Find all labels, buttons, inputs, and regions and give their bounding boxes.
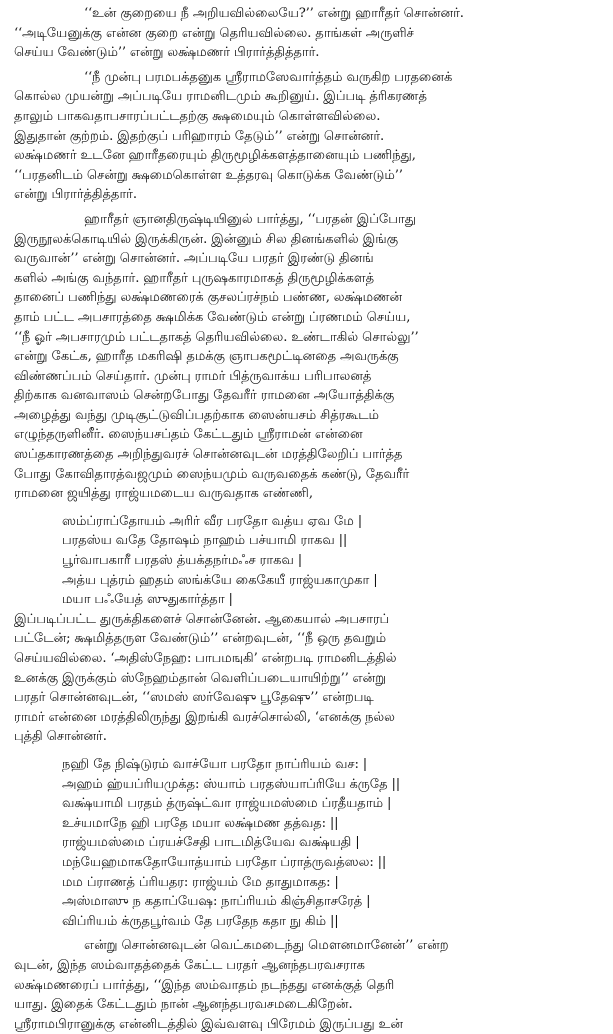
text-line: ‘‘உன் குறையை நீ அறியவில்லையே?’’ என்று ஹாரீதர் சொன்னர். — [84, 6, 464, 21]
verse-line: நஹி தே நிஷ்டுரம் வாச்யோ பரதோ நாப்ரியம் வச: | — [62, 756, 367, 772]
text-line: வுடன், இந்த ஸம்வாதத்தைக் கேட்ட பரதர் ஆனந்தபரவசராக — [14, 957, 365, 973]
text-line: இதுதான் குற்றம். இதற்குப் பரிஹாரம் தேடும்’’ என்று சொன்னர். — [14, 128, 385, 144]
text-line: ஸப்தகாரணத்தை அறிந்துவரச் சொன்னவுடன் மரத்திலேறிப் பார்த்த — [14, 447, 403, 463]
paragraph-5 — [14, 936, 599, 1034]
paragraph-4 — [14, 610, 599, 747]
text-line: யாது. இதைக் கேட்டதும் நான் ஆனந்தபரவசமடைகிறேன். — [14, 997, 353, 1013]
sanskrit-verse-2 — [14, 755, 599, 931]
text-line: கொல்ல முயன்று அப்படியே ராமனிடமும் கூறினுய். இப்படி த்ரிகரணத் — [14, 89, 427, 105]
text-line: தாலும் பாகவதாபசாரப்பட்டதற்கு க்ஷமையும் கொள்ளவில்லை. — [14, 108, 381, 124]
text-line: செய்யவில்லை. ‘அதிஸ்நேஹ: பாபமஙுகி’ என்றபடி ராமனிடத்தில் — [14, 651, 397, 666]
verse-line: அஸ்மாஸு ந கதாப்யேஷ: நாப்ரியம் கிஞ்சிதாசரேத் | — [62, 894, 371, 910]
text-line: ‘‘அடியேனுக்கு என்ன குறை என்று தெரியவில்லை. தாங்கள் அருளிச் — [14, 25, 414, 41]
text-line: ஹாரீதர் ஞானதிருஷ்டியினுல் பார்த்து, ‘‘பரதன் இப்போது — [84, 211, 416, 227]
verse-line: ஸம்ப்ராப்தோயம் அரிர் வீர பரதோ வத்ய ஏவ மே | — [62, 513, 362, 529]
text-line: எழுந்தருளினீர். ஸைந்யசப்தம் கேட்டதும் ஸ்ரீராமன் என்னை — [14, 427, 363, 443]
text-line: உனக்கு இருக்கும் ஸ்நேஹம்தான் வெளிப்படையாயிற்று’’ என்று — [14, 670, 387, 686]
text-line: பரதர் சொன்னவுடன், ‘‘ஸமஸ் ஸர்வேஷு பூதேஷு’’ என்றபடி — [14, 690, 374, 706]
verse-line: மந்யேஹமாகதோயோத்யாம் பரதோ ப்ராத்ருவத்ஸல: || — [62, 854, 387, 870]
text-line: தாம் பட்ட அபசாரத்தை க்ஷமிக்க வேண்டும் என்று ப்ரணமம் செய்ய, — [14, 309, 411, 325]
paragraph-2 — [14, 68, 599, 205]
text-line: என்று பிரார்த்தித்தார். — [14, 187, 137, 203]
text-line: ராமனை ஜயித்து ராஜ்யமடைய வருவதாக எண்ணி, — [14, 486, 313, 502]
text-line: இருநூலக்கொடியில் இருக்கிருன். இன்னும் சில தினங்களில் இங்கு — [14, 231, 399, 247]
text-line: லக்ஷ்மணரைப் பார்த்து, ‘‘இந்த ஸம்வாதம் நடந்தது எனக்குத் தெரி — [14, 977, 395, 993]
sanskrit-verse-1 — [14, 512, 599, 610]
text-line: தானைப் பணிந்து லக்ஷ்மணரைக் குசலப்ரச்நம் பண்ண, லக்ஷ்மணன் — [14, 290, 403, 306]
text-line: வருவான்’’ என்று சொன்னர். அப்படியே பரதர் இரண்டு தினங் — [14, 251, 374, 267]
text-line: போது கோவிதாரத்வஜமும் ஸைந்யமும் வருவதைக் கண்டு, தேவரீர் — [14, 466, 410, 482]
text-line: விண்ணப்பம் செய்தார். முன்பு ராமர் பித்ருவாக்ய பரிபாலனத் — [14, 368, 372, 384]
paragraph-1 — [14, 4, 599, 63]
text-line: பட்டேன்; க்ஷமித்தருள வேண்டும்’’ என்றவுடன், ‘‘நீ ஒரு தவறும் — [14, 631, 386, 647]
verse-line: வக்ஷ்யாமி பரதம் த்ருஷ்ட்வா ராஜ்யமஸ்மை ப்ரதீயதாம் | — [62, 796, 392, 812]
verse-line: மயா பஃயேத் ஸுதுகார்த்தா | — [62, 592, 233, 608]
text-line: ‘‘பரதனிடம் சென்று க்ஷமைகொள்ள உத்தரவு கொடுக்க வேண்டும்’’ — [14, 167, 403, 183]
text-line: ஸ்ரீராமபிரானுக்கு என்னிடத்தில் இவ்வளவு பிரேமம் இருப்பது உன் — [14, 1016, 403, 1032]
verse-line: விப்ரியம் க்ருதபூர்வம் தே பரதேந கதா நு கிம் || — [62, 913, 339, 929]
text-line: புத்தி சொன்னர். — [14, 729, 107, 745]
text-line: செய்ய வேண்டும்’’ என்று லக்ஷ்மணர் பிரார்த்தித்தார். — [14, 45, 320, 61]
paragraph-3 — [14, 210, 599, 504]
text-line: இப்படிப்பட்ட துருக்திகளைச் சொன்னேன். ஆகையால் அபசாரப் — [14, 611, 390, 627]
text-line: என்று கேட்க, ஹாரீத மகரிஷி தமக்கு ஞாபகமூட்டினதை அவருக்கு — [14, 349, 399, 365]
verse-line: உச்யமாநே ஹி பரதே மயா லக்ஷ்மண தத்வத: || — [62, 815, 339, 831]
text-line: ராமர் என்னை மரத்திலிருந்து இறங்கி வரச்சொல்லி, ‘எனக்கு நல்ல — [14, 709, 395, 725]
text-line: அழைத்து வந்து முடிசூட்டுவிப்பதற்காக ஸைன்யசம் சித்ரகூடம் — [14, 407, 379, 423]
verse-line: ராஜ்யமஸ்மை ப்ரயச்சேதி பாடமித்யேவ வக்ஷ்யதி | — [62, 835, 360, 851]
text-line: லக்ஷ்மணர் உடனே ஹாரீதரையும் திருமூழிக்களத்தானையும் பணிந்து, — [14, 148, 416, 164]
verse-line: மம ப்ராணத் ப்ரியதர: ராஜ்யம் மே தாதுமாகத: | — [62, 874, 339, 890]
text-line: திற்காக வனவாஸம் சென்றபோது தேவரீர் ராமனை அயோத்திக்கு — [14, 388, 395, 404]
verse-line: பூர்வாபகாரீ பரதஸ் த்யக்தநர்மஃச ராகவ | — [62, 553, 302, 569]
verse-line: அத்ய புத்ரம் ஹதம் ஸங்க்யே கைகேயீ ராஜ்யகாமுகா | — [62, 572, 378, 588]
text-line: ‘‘நீ முன்பு பரமபக்தனுக ஸ்ரீராமஸேவார்த்தம் வருகிற பரதனைக் — [84, 69, 453, 85]
text-line: களில் அங்கு வந்தார். ஹாரீதர் புருஷகாரமாகத் திருமூழிக்களத் — [14, 270, 374, 286]
text-line: என்று சொன்னவுடன் வெட்கமடைந்து மௌனமானேன்’’ என்ற — [84, 938, 449, 954]
text-line: ‘‘நீ ஓர் அபசாரமும் பட்டதாகத் தெரியவில்லை. உண்டாகில் சொல்லு’’ — [14, 329, 419, 345]
verse-line: பரதஸ்ய வதே தோஷம் நாஹம் பச்யாமி ராகவ || — [62, 533, 348, 549]
verse-line: அஹம் ஹ்யப்ரியமுக்த: ஸ்யாம் பரதஸ்யாப்ரியே க்ருதே || — [62, 776, 401, 792]
